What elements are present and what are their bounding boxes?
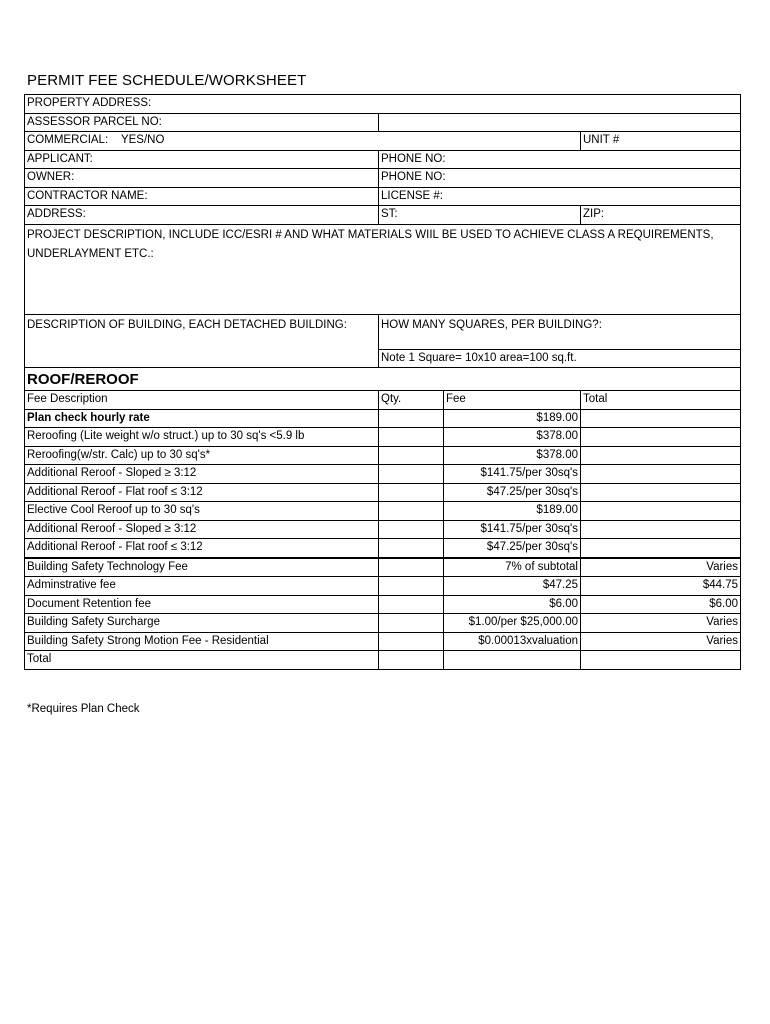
total-value: Varies — [581, 558, 741, 577]
fee-description: Adminstrative fee — [25, 577, 379, 596]
fee-value: $189.00 — [444, 502, 581, 521]
fee-description: Additional Reroof - Flat roof ≤ 3:12 — [25, 483, 379, 502]
fee-description: Building Safety Surcharge — [25, 614, 379, 633]
footnote: *Requires Plan Check — [27, 703, 140, 715]
total-field[interactable] — [581, 539, 741, 558]
total-field[interactable] — [581, 409, 741, 428]
table-row — [25, 539, 741, 558]
qty-field[interactable] — [379, 502, 444, 521]
owner-field[interactable]: OWNER: — [25, 169, 379, 188]
qty-field[interactable] — [379, 483, 444, 502]
project-description-field[interactable]: PROJECT DESCRIPTION, INCLUDE ICC/ESRI # AND WHAT MATERIALS WIIL BE USED TO ACHIEVE CLASS A REQUIREMENTS, UNDERLAYMENT ETC.: — [25, 224, 741, 314]
table-row — [25, 632, 741, 651]
fee-description: Additional Reroof - Flat roof ≤ 3:12 — [25, 539, 379, 558]
applicant-row — [25, 150, 741, 169]
fee-description: Document Retention fee — [25, 595, 379, 614]
license-field[interactable]: LICENSE #: — [379, 187, 741, 206]
table-row — [25, 595, 741, 614]
applicant-field[interactable]: APPLICANT: — [25, 150, 379, 169]
assessor-parcel-row — [25, 113, 741, 132]
fee-description: Building Safety Strong Motion Fee - Residential — [25, 632, 379, 651]
col-qty: Qty. — [379, 391, 444, 410]
qty-field[interactable] — [379, 558, 444, 577]
contractor-row — [25, 187, 741, 206]
col-total: Total — [581, 391, 741, 410]
fee-description: Reroofing (Lite weight w/o struct.) up to 30 sq's <5.9 lb — [25, 428, 379, 447]
fee-value: $378.00 — [444, 428, 581, 447]
assessor-parcel-label: ASSESSOR PARCEL NO: — [25, 113, 379, 132]
building-description-field[interactable]: DESCRIPTION OF BUILDING, EACH DETACHED BUILDING: — [25, 314, 379, 368]
total-value: $6.00 — [581, 595, 741, 614]
fee-description: Elective Cool Reroof up to 30 sq's — [25, 502, 379, 521]
qty-field[interactable] — [379, 614, 444, 633]
total-field[interactable] — [581, 446, 741, 465]
fee-description: Plan check hourly rate — [25, 409, 379, 428]
qty-field[interactable] — [379, 428, 444, 447]
fee-value: $0.00013xvaluation — [444, 632, 581, 651]
total-row — [25, 651, 741, 670]
fee-table-header — [25, 391, 741, 410]
section-row — [25, 368, 741, 391]
unit-field[interactable]: UNIT # — [581, 132, 741, 151]
address-row — [25, 206, 741, 225]
fee-value: $141.75/per 30sq's — [444, 465, 581, 484]
project-description-row — [25, 224, 741, 314]
table-row — [25, 614, 741, 633]
table-row — [25, 520, 741, 539]
table-row — [25, 577, 741, 596]
fee-value: $47.25 — [444, 577, 581, 596]
fee-value: $47.25/per 30sq's — [444, 539, 581, 558]
fee-value: 7% of subtotal — [444, 558, 581, 577]
fee-value: $6.00 — [444, 595, 581, 614]
col-fee-description: Fee Description — [25, 391, 379, 410]
permit-form-table — [24, 94, 741, 670]
owner-phone-field[interactable]: PHONE NO: — [379, 169, 741, 188]
total-value: Varies — [581, 614, 741, 633]
total-field[interactable] — [581, 502, 741, 521]
fee-value: $47.25/per 30sq's — [444, 483, 581, 502]
qty-field[interactable] — [379, 520, 444, 539]
squares-per-building-field[interactable]: HOW MANY SQUARES, PER BUILDING?: — [379, 314, 741, 349]
grand-total-field[interactable] — [581, 651, 741, 670]
table-row — [25, 409, 741, 428]
table-row — [25, 558, 741, 577]
table-row — [25, 465, 741, 484]
building-description-row — [25, 314, 741, 349]
table-row — [25, 446, 741, 465]
address-field[interactable]: ADDRESS: — [25, 206, 379, 225]
total-field[interactable] — [581, 520, 741, 539]
fee-value: $378.00 — [444, 446, 581, 465]
state-field[interactable]: ST: — [379, 206, 581, 225]
commercial-label: COMMERCIAL: — [27, 134, 109, 147]
qty-field[interactable] — [379, 595, 444, 614]
qty-field[interactable] — [379, 465, 444, 484]
total-field[interactable] — [581, 483, 741, 502]
fee-description: Additional Reroof - Sloped ≥ 3:12 — [25, 520, 379, 539]
fee-value: $1.00/per $25,000.00 — [444, 614, 581, 633]
applicant-phone-field[interactable]: PHONE NO: — [379, 150, 741, 169]
zip-field[interactable]: ZIP: — [581, 206, 741, 225]
total-qty-field[interactable] — [379, 651, 444, 670]
section-title: ROOF/REROOF — [25, 368, 741, 391]
qty-field[interactable] — [379, 409, 444, 428]
qty-field[interactable] — [379, 539, 444, 558]
page-title: PERMIT FEE SCHEDULE/WORKSHEET — [27, 72, 307, 89]
square-note: Note 1 Square= 10x10 area=100 sq.ft. — [379, 349, 741, 368]
yes-no-label: YES/NO — [120, 134, 165, 147]
col-fee: Fee — [444, 391, 581, 410]
assessor-parcel-field[interactable] — [379, 113, 741, 132]
property-address-field[interactable]: PROPERTY ADDRESS: — [25, 95, 741, 114]
contractor-field[interactable]: CONTRACTOR NAME: — [25, 187, 379, 206]
commercial-row — [25, 132, 741, 151]
qty-field[interactable] — [379, 446, 444, 465]
total-field[interactable] — [581, 428, 741, 447]
fee-description: Reroofing(w/str. Calc) up to 30 sq's* — [25, 446, 379, 465]
table-row — [25, 502, 741, 521]
total-fee-field[interactable] — [444, 651, 581, 670]
property-address-row — [25, 95, 741, 114]
fee-description: Additional Reroof - Sloped ≥ 3:12 — [25, 465, 379, 484]
total-value: $44.75 — [581, 577, 741, 596]
fee-description: Building Safety Technology Fee — [25, 558, 379, 577]
fee-value: $189.00 — [444, 409, 581, 428]
owner-row — [25, 169, 741, 188]
table-row — [25, 428, 741, 447]
total-field[interactable] — [581, 465, 741, 484]
qty-field[interactable] — [379, 632, 444, 651]
fee-value: $141.75/per 30sq's — [444, 520, 581, 539]
total-label: Total — [25, 651, 379, 670]
table-row — [25, 483, 741, 502]
total-value: Varies — [581, 632, 741, 651]
commercial-field[interactable] — [25, 132, 581, 151]
qty-field[interactable] — [379, 577, 444, 596]
